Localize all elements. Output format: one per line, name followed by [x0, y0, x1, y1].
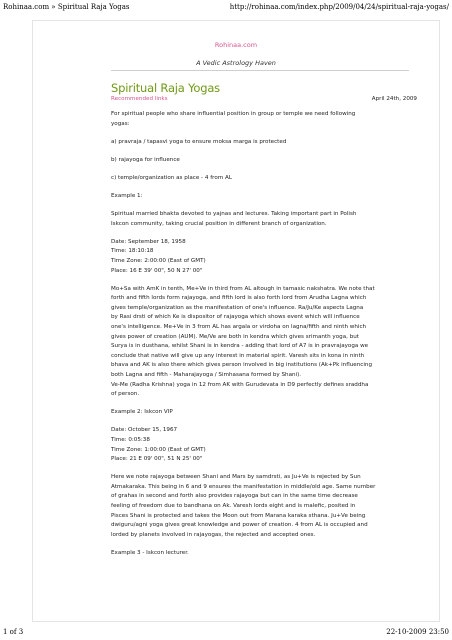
- paragraph-line: by Rasi drsti of which Ke is dispositor of rajayoga which shows event which will influence: [111, 314, 360, 321]
- paragraph-line: dwiguru/agni yoga gives great knowledge and power of creation. 4 from AL is occupied and: [111, 522, 368, 529]
- print-timestamp: 22-10-2009 23:50: [386, 628, 449, 636]
- paragraph-line: Spiritual married bhakta devoted to yajnas and lectures. Taking important part in Polish: [111, 211, 357, 218]
- page-frame: [32, 20, 440, 622]
- paragraph-line: one's intelligence. Me+Ve in 3 from AL has argala or virdoha on lagna/fifth and ninth which: [111, 324, 367, 330]
- print-header: [3, 3, 449, 11]
- paragraph-line: Example 2: Iskcon VIP: [111, 409, 173, 416]
- paragraph-line: gives temple/organization as the manifestation of one's influence. Ra/Ju/Ke aspects Lagna: [111, 304, 364, 311]
- page-count: 1 of 3: [3, 628, 24, 636]
- paragraph-line: lorded by planets involved in rajayogas, the rejected and accepted ones.: [111, 531, 316, 538]
- paragraph-line: Ve-Me (Radha Krishna) yoga in 12 from AK with Gurudevata in D9 perfectly defines sraddha: [111, 381, 369, 388]
- paragraph-line: Time Zone: 1:00:00 (East of GMT): [111, 446, 206, 453]
- paragraph: [111, 174, 417, 184]
- paragraph-line: Atmakaraka. This being in 6 and 9 ensures the manifestation in middle/old age. Same number: [111, 483, 376, 490]
- paragraph-line: bhava and AK is also there which gives person involved in big institutions (Ak+Pk influencing: [111, 362, 372, 369]
- paragraph-line: gives power of creation (AUM). Me/Ve are both in kendra which gives srimanth yoga, but: [111, 333, 359, 340]
- site-tagline: A Vedic Astrology Haven: [196, 59, 276, 67]
- paragraph-line: Place: 16 E 39' 00", 50 N 27' 00": [111, 267, 203, 274]
- paragraph-line: Mo+Sa with AmK in tenth, Me+Ve in third from AL altough in tamasic nakshatra. We note that: [111, 285, 375, 292]
- paragraph-line: Example 3 - Iskcon lecturer.: [111, 549, 189, 556]
- paragraph: [111, 285, 417, 400]
- paragraph-line: both Lagna and fifth - Maharajayoga / Simhasana formed by Shani).: [111, 371, 302, 378]
- paragraph: [111, 473, 417, 540]
- paragraph-line: forth and fifth lords form rajayoga, and fifth lord is also forth lord from Arudha Lagna which: [111, 295, 367, 302]
- post-meta: [111, 96, 417, 102]
- header-divider: [111, 70, 409, 71]
- site-name[interactable]: Rohinaa.com: [214, 41, 258, 49]
- post-title[interactable]: Spiritual Raja Yogas: [111, 81, 220, 95]
- post-date: April 24th, 2009: [371, 96, 417, 102]
- paragraph: [111, 156, 417, 166]
- paragraph: [111, 549, 417, 559]
- paragraph: [111, 110, 417, 129]
- paragraph: [111, 192, 417, 202]
- print-header-url: http://rohinaa.com/index.php/2009/04/24/spiritual-raja-yogas/: [229, 3, 449, 11]
- paragraph: [111, 238, 417, 276]
- paragraph-line: b) rajayoga for influence: [111, 156, 180, 163]
- paragraph-line: conclude that native will give up any interest in material spirit. Varesh sits in kona in ninth: [111, 352, 365, 359]
- paragraph-line: yogas:: [111, 120, 130, 127]
- paragraph-line: of grahas in second and forth also provides rajayoga but can in the same time decrease: [111, 493, 358, 500]
- paragraph-line: Here we note rajayoga between Shani and Mars by samdrsti, as Ju+Ve is rejected by Sun: [111, 474, 361, 481]
- paragraph-line: Time: 0:05:38: [111, 436, 150, 443]
- paragraph-line: Surya is in dusthana, whilst Shani is in kendra - adding that lord of A7 is in pravrajayoga we: [111, 343, 369, 350]
- paragraph: [111, 426, 417, 464]
- paragraph-line: Pisces Shani is protected and takes the Moon out from Marana karaka sthana. Ju+Ve being: [111, 512, 366, 519]
- paragraph-line: feeling of freedom due to bandhana on Ak. Varesh lords eight and is malefic, posited in: [111, 503, 356, 509]
- paragraph-line: Date: October 15, 1967: [111, 427, 178, 434]
- paragraph: [111, 210, 417, 229]
- post-body: [111, 110, 417, 558]
- paragraph-line: Place: 21 E 09' 00", 51 N 25' 00": [111, 456, 203, 463]
- paragraph: [111, 138, 417, 148]
- paragraph-line: Example 1:: [111, 192, 143, 199]
- paragraph-line: Date: September 18, 1958: [111, 238, 186, 245]
- paragraph-line: Iskcon community, taking crucial position in different branch of organization.: [111, 220, 327, 227]
- paragraph-line: of person.: [111, 391, 140, 398]
- print-footer: [3, 628, 449, 636]
- post-category-link[interactable]: Recommended links: [111, 96, 168, 102]
- paragraph: [111, 408, 417, 418]
- paragraph-line: Time: 18:10:18: [111, 248, 154, 255]
- paragraph-line: Time Zone: 2:00:00 (East of GMT): [111, 257, 206, 264]
- paragraph-line: c) temple/organization as place - 4 from AL: [111, 174, 232, 181]
- print-header-title: Rohinaa.com » Spiritual Raja Yogas: [3, 3, 130, 11]
- paragraph-line: For spiritual people who share influential position in group or temple we need following: [111, 111, 356, 117]
- post: [111, 81, 417, 567]
- paragraph-line: a) pravraja / tapasvi yoga to ensure moksa marga is protected: [111, 138, 287, 145]
